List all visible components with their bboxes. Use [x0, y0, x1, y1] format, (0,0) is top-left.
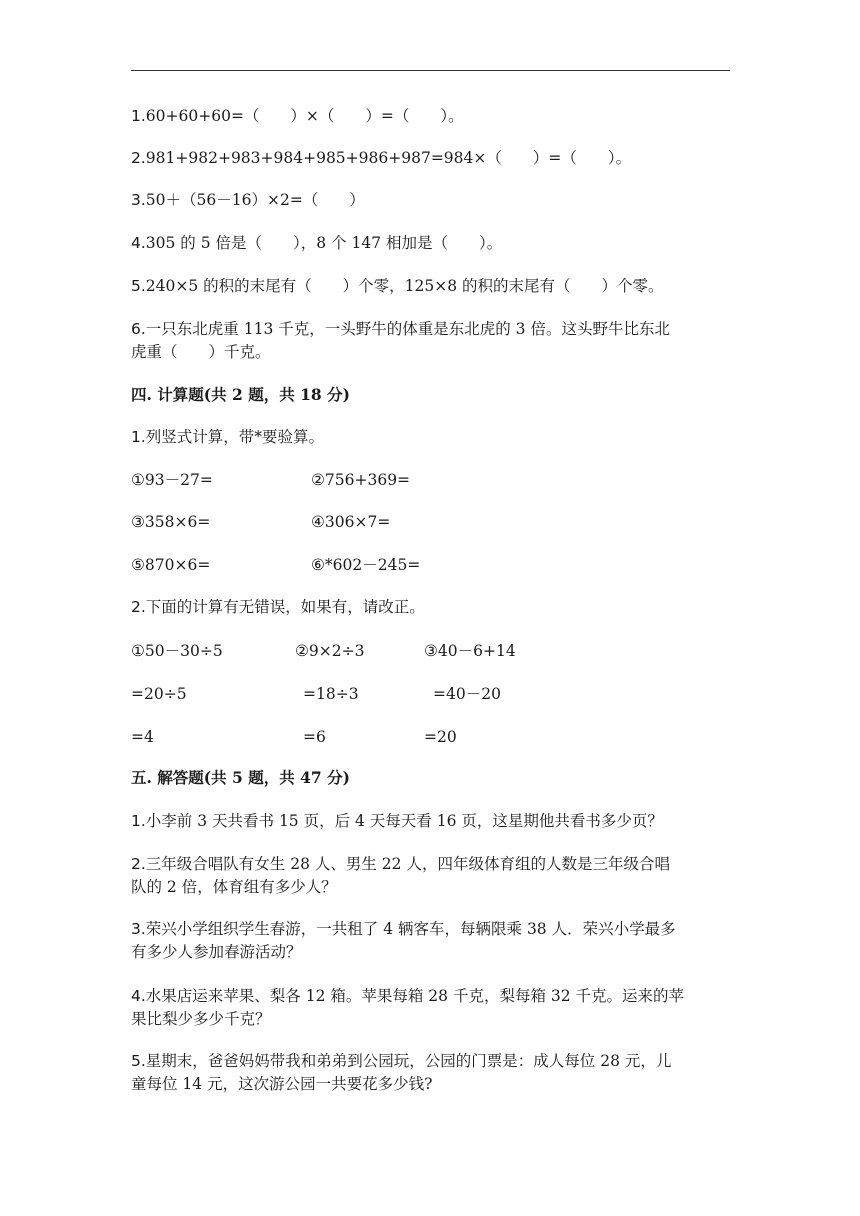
question-text: 305 的 5 倍是（ ），8 个 147 相加是（ ）。	[145, 234, 503, 252]
question-number: 3.	[131, 920, 146, 938]
question-text: 240×5 的积的末尾有（ ）个零，125×8 的积的末尾有（ ）个零。	[145, 277, 664, 295]
word-problem-5	[131, 1051, 671, 1071]
question-text: 一只东北虎重 113 千克，一头野牛的体重是东北虎的 3 倍。这头野牛比东北	[145, 320, 670, 338]
check-step: ③40－6+14	[424, 642, 516, 660]
question-text: 列竖式计算，带*要验算。	[145, 428, 325, 446]
check-step: =20÷5	[131, 685, 187, 703]
section-5-title: 五. 解答题(共 5 题，共 47 分)	[131, 768, 350, 787]
question-text: 三年级合唱队有女生 28 人、男生 22 人，四年级体育组的人数是三年级合唱	[145, 855, 670, 873]
question-text: 981+982+983+984+985+986+987=984×（ ）=（ ）。	[145, 149, 632, 167]
check-step: =6	[303, 728, 326, 746]
fill-question-4	[131, 233, 502, 253]
check-step: =20	[424, 728, 457, 746]
calc-question-2	[131, 597, 425, 617]
calc-item-3: ③358×6=	[131, 513, 211, 531]
question-text: 荣兴小学组织学生春游，一共租了 4 辆客车，每辆限乘 38 人．荣兴小学最多	[145, 920, 676, 938]
question-number: 1.	[131, 107, 146, 125]
check-step: =18÷3	[303, 685, 359, 703]
question-text: 虎重（ ）千克。	[131, 343, 271, 361]
fill-question-1	[131, 106, 464, 126]
word-problem-4-cont	[131, 1009, 271, 1029]
question-text: 星期末，爸爸妈妈带我和弟弟到公园玩，公园的门票是：成人每位 28 元，儿	[145, 1052, 672, 1070]
question-text: 果比梨少多少千克？	[131, 1010, 271, 1028]
calc-item-5: ⑤870×6=	[131, 556, 211, 574]
word-problem-4	[131, 986, 684, 1006]
calc-question-1	[131, 427, 324, 447]
question-text: 小李前 3 天共看书 15 页，后 4 天每天看 16 页，这星期他共看书多少页？	[145, 812, 663, 830]
question-number: 2.	[131, 598, 146, 616]
check-step: =40－20	[433, 685, 501, 703]
word-problem-5-cont	[131, 1074, 432, 1094]
question-number: 5.	[131, 277, 146, 295]
question-number: 1.	[131, 428, 146, 446]
calc-item-2: ②756+369=	[311, 471, 411, 489]
fill-question-2	[131, 148, 631, 168]
question-text: 50＋（56－16）×2=（ ）	[145, 191, 365, 209]
word-problem-3-cont	[131, 942, 302, 962]
fill-question-5	[131, 276, 664, 296]
question-number: 4.	[131, 987, 146, 1005]
question-number: 3.	[131, 191, 146, 209]
section-4-title: 四. 计算题(共 2 题，共 18 分)	[131, 385, 350, 404]
question-text: 有多少人参加春游活动？	[131, 943, 302, 961]
fill-question-6	[131, 319, 670, 339]
header-rule	[131, 70, 730, 71]
question-text: 童每位 14 元，这次游公园一共要花多少钱?	[131, 1075, 433, 1093]
calc-item-4: ④306×7=	[311, 513, 391, 531]
question-number: 4.	[131, 234, 146, 252]
word-problem-2	[131, 854, 670, 874]
calc-item-1: ①93－27=	[131, 471, 213, 489]
calc-item-6: ⑥*602－245=	[311, 556, 421, 574]
question-number: 6.	[131, 320, 146, 338]
question-text: 水果店运来苹果、梨各 12 箱。苹果每箱 28 千克，梨每箱 32 千克。运来的苹	[145, 987, 685, 1005]
question-number: 5.	[131, 1052, 146, 1070]
word-problem-1	[131, 811, 663, 831]
word-problem-2-cont	[131, 877, 337, 897]
question-number: 2.	[131, 149, 146, 167]
question-number: 1.	[131, 812, 146, 830]
question-number: 2.	[131, 855, 146, 873]
fill-question-3	[131, 190, 365, 210]
question-text: 60+60+60=（ ）×（ ）=（ ）。	[145, 107, 464, 125]
question-text: 队的 2 倍，体育组有多少人？	[131, 878, 337, 896]
check-step: =4	[131, 728, 154, 746]
check-step: ①50－30÷5	[131, 642, 223, 660]
check-step: ②9×2÷3	[295, 642, 365, 660]
word-problem-3	[131, 919, 676, 939]
question-text: 下面的计算有无错误，如果有，请改正。	[145, 598, 425, 616]
fill-question-6-cont	[131, 342, 271, 362]
